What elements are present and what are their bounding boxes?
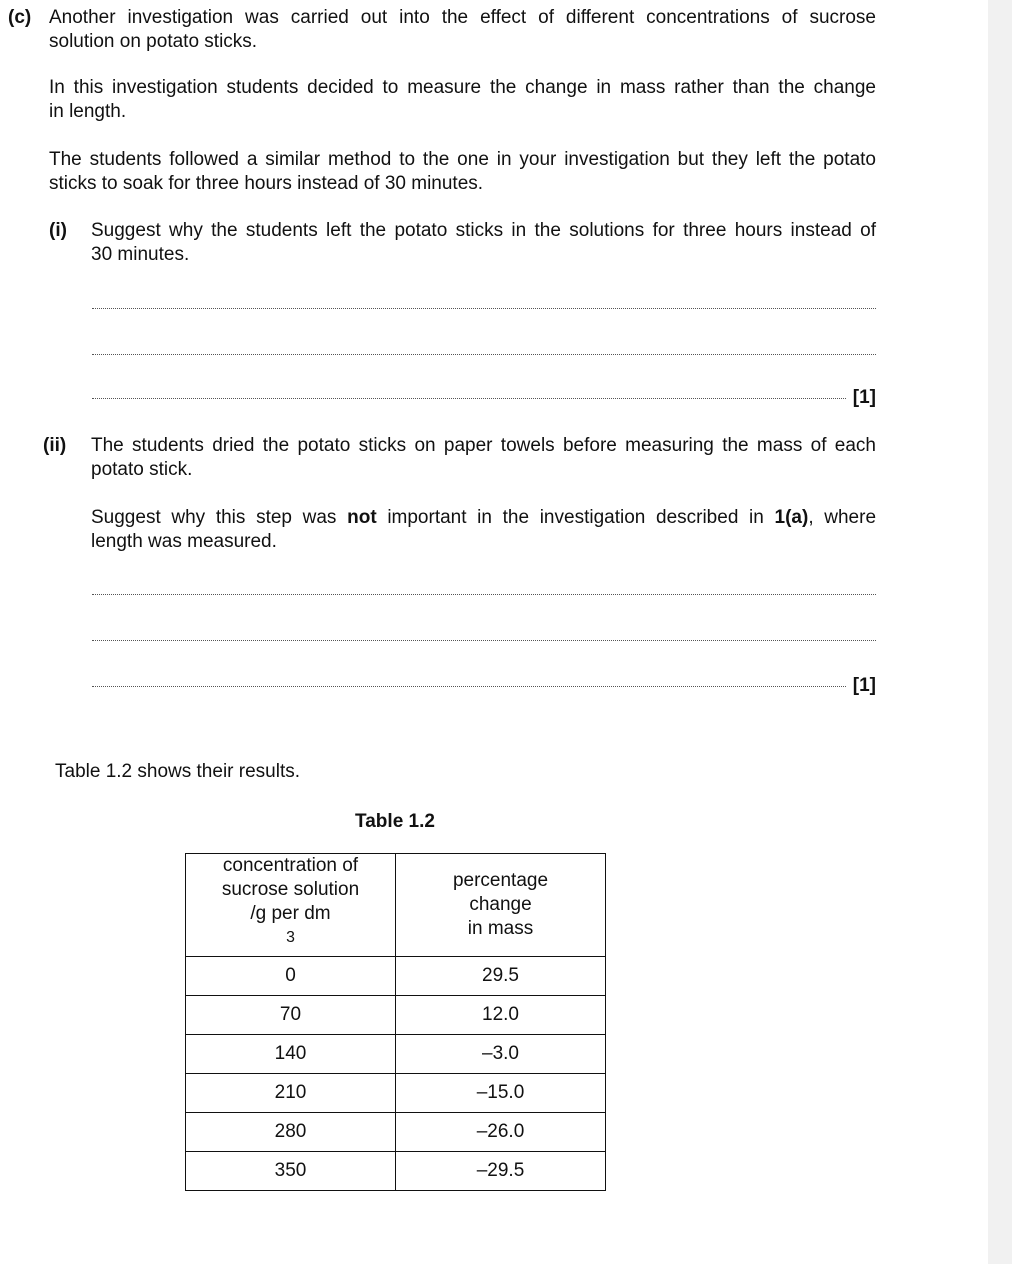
- header-percentage-change: [396, 854, 606, 957]
- text-line: length was measured.: [91, 531, 277, 552]
- concentration-cell: 280: [186, 1113, 396, 1152]
- mass-change-cell: –15.0: [396, 1074, 606, 1113]
- sub-question-i-text: [91, 219, 876, 267]
- page-margin-strip: [988, 0, 1012, 1264]
- results-table: [185, 853, 606, 1191]
- part-c-paragraph-2: [49, 76, 876, 124]
- table-row: [186, 1152, 606, 1191]
- mass-change-cell: –26.0: [396, 1113, 606, 1152]
- concentration-cell: 70: [186, 996, 396, 1035]
- text-line: sticks to soak for three hours instead of 30 minutes.: [49, 173, 484, 194]
- table-row: [186, 1113, 606, 1152]
- prompt-text: , where: [808, 507, 877, 528]
- sub-question-i-label: (i): [49, 220, 67, 241]
- table-row: [186, 1074, 606, 1113]
- header-line: concentration of: [222, 855, 359, 876]
- part-c-label: (c): [8, 7, 32, 28]
- text-line: Suggest why the students left the potato sticks in the solutions for three hours instead of: [91, 220, 876, 241]
- table-row: [186, 957, 606, 996]
- marks-label: [1]: [852, 387, 876, 408]
- table-row: [186, 996, 606, 1035]
- text-line: in length.: [49, 101, 127, 122]
- sub-question-ii-label: (ii): [43, 435, 67, 456]
- answer-line-i-3[interactable]: [92, 386, 876, 410]
- sub-question-ii-text: [91, 434, 876, 482]
- mass-change-cell: –29.5: [396, 1152, 606, 1191]
- mass-change-cell: 12.0: [396, 996, 606, 1035]
- question-reference: 1(a): [774, 507, 809, 528]
- concentration-cell: 350: [186, 1152, 396, 1191]
- concentration-cell: 210: [186, 1074, 396, 1113]
- text-line: The students dried the potato sticks on paper towels before measuring the mass of each: [91, 435, 876, 456]
- table-intro: Table 1.2 shows their results.: [55, 761, 301, 782]
- table-caption: Table 1.2: [355, 811, 435, 832]
- table-row: [186, 1035, 606, 1074]
- marks-label: [1]: [852, 675, 876, 696]
- header-line: in mass: [467, 918, 534, 940]
- part-c-paragraph-3: [49, 148, 876, 196]
- header-line: change: [469, 894, 532, 916]
- mass-change-cell: 29.5: [396, 957, 606, 996]
- answer-line-ii-1[interactable]: [92, 582, 876, 606]
- header-line: [186, 902, 395, 956]
- answer-line-ii-2[interactable]: [92, 628, 876, 652]
- prompt-text: important in the investigation described in: [376, 507, 775, 528]
- answer-line-i-2[interactable]: [92, 342, 876, 366]
- header-line: percentage: [452, 870, 549, 892]
- text-line: potato stick.: [91, 459, 193, 480]
- header-unit-exponent: 3: [286, 929, 295, 946]
- text-line: Another investigation was carried out into the effect of different concentrations of sucrose: [49, 7, 876, 28]
- emphasis-not: not: [347, 507, 377, 528]
- mass-change-cell: –3.0: [396, 1035, 606, 1074]
- answer-line-ii-3[interactable]: [92, 674, 876, 698]
- text-line: The students followed a similar method to the one in your investigation but they left the potato: [49, 149, 876, 170]
- table-header-row: [186, 854, 606, 957]
- concentration-cell: 140: [186, 1035, 396, 1074]
- sub-question-ii-prompt: [91, 506, 876, 554]
- part-c-intro: [49, 6, 876, 54]
- text-line: [91, 506, 876, 530]
- answer-line-i-1[interactable]: [92, 296, 876, 320]
- header-line: sucrose solution: [221, 879, 360, 900]
- text-line: 30 minutes.: [91, 244, 190, 265]
- text-line: In this investigation students decided to measure the change in mass rather than the change: [49, 77, 876, 98]
- text-line: solution on potato sticks.: [49, 31, 258, 52]
- header-unit: /g per dm: [250, 903, 331, 924]
- prompt-text: Suggest why this step was: [91, 507, 348, 528]
- header-concentration: [186, 854, 396, 957]
- concentration-cell: 0: [186, 957, 396, 996]
